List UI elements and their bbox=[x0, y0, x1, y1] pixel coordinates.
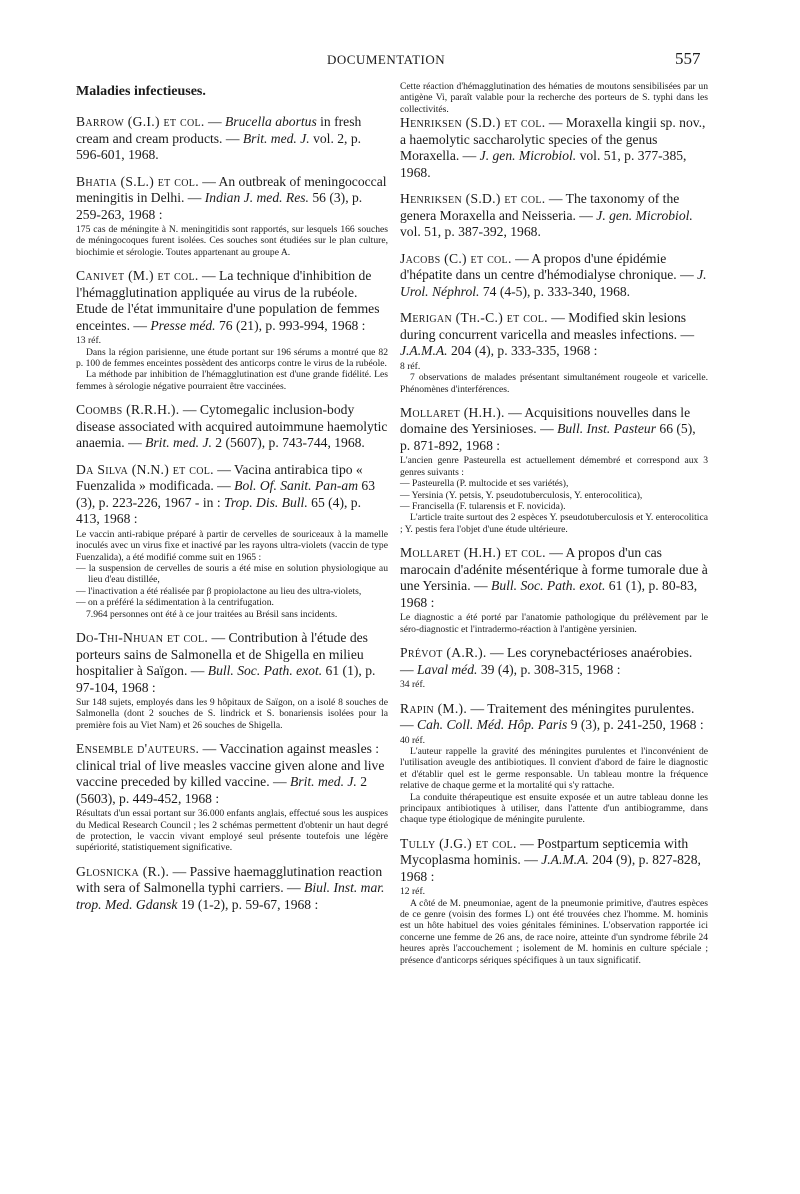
entry-abstract bbox=[76, 335, 388, 392]
bibliography-entry bbox=[76, 114, 388, 164]
citation bbox=[76, 402, 388, 452]
section-heading: Maladies infectieuses. bbox=[76, 84, 206, 99]
entry-author: Rapin (M.). bbox=[400, 700, 468, 716]
entry-reference: vol. 51, p. 377-385, 1968. bbox=[400, 148, 687, 180]
bibliography-entry bbox=[400, 405, 708, 535]
entry-journal: J.A.M.A. bbox=[541, 852, 589, 868]
abstract-paragraph: L'article traite surtout des 2 espèces Y. pseudotuberculosis et Y. enterocolitica ; Y. pestis fera l'objet d'une étude ultérieure. bbox=[400, 512, 708, 535]
entry-title: — La technique d'inhibition de l'hémagglutination appliquée au virus de la rubéole. Etude de l'état immunitaire d'une population de femmes enceintes. — bbox=[76, 268, 380, 333]
entry-author: Coombs (R.R.H.). bbox=[76, 402, 180, 418]
abstract-paragraph: L'ancien genre Pasteurella est actuellement démembré et correspond aux 3 genres suivants : bbox=[400, 455, 708, 478]
entry-reference-secondary: 65 (4), p. 413, 1968 : bbox=[76, 494, 361, 527]
entry-reference: 76 (21), p. 993-994, 1968 : bbox=[215, 317, 366, 333]
citation bbox=[76, 630, 388, 696]
abstract-paragraph: 13 réf. bbox=[76, 335, 102, 347]
citation bbox=[76, 174, 388, 224]
entry-journal: Brit. med. J. bbox=[242, 130, 310, 146]
entry-author: Do-Thi-Nhuan et col. bbox=[76, 630, 209, 645]
abstract-paragraph: — Pasteurella (P. multocide et ses variétés), bbox=[400, 478, 569, 490]
entry-reference: 2 (5603), p. 449-452, 1968 : bbox=[76, 774, 368, 806]
abstract-paragraph: 7 observations de malades présentant simultanément rougeole et varicelle. Phénomènes d'interférences. bbox=[400, 372, 708, 395]
entry-reference: 19 (1-2), p. 59-67, 1968 : bbox=[177, 896, 319, 912]
entry-abstract bbox=[400, 886, 708, 966]
entry-journal: Bol. Of. Sanit. Pan-am bbox=[234, 478, 359, 494]
citation bbox=[400, 836, 708, 886]
citation bbox=[400, 645, 708, 678]
abstract-paragraph: 40 réf. bbox=[400, 734, 426, 746]
entry-title-rest: in fresh cream and cream products. — bbox=[76, 114, 362, 146]
entry-reference: 66 (5), p. 871-892, 1968 : bbox=[400, 421, 696, 453]
entry-reference: 2 (5607), p. 743-744, 1968. bbox=[211, 435, 365, 451]
running-title: DOCUMENTATION bbox=[327, 52, 446, 67]
entry-reference: 204 (9), p. 827-828, 1968 : bbox=[400, 852, 701, 884]
abstract-paragraph: — Francisella (F. tularensis et F. novicida). bbox=[400, 501, 566, 513]
entry-author: Prévot (A.R.). bbox=[400, 645, 487, 661]
abstract-paragraph: Sur 148 sujets, employés dans les 9 hôpitaux de Saïgon, on a isolé 8 souches de Salmonella (dont 2 souches de S. lindrick et S. bonariensis isolées pour la première fois au Viet Nam) et 26 souches de Shigella. bbox=[76, 697, 388, 731]
note-paragraph: Cette réaction d'hémagglutination des hématies de moutons sensibilisées par un antigène Vi, paraît valable pour la recherche des porteurs de S. typhi dans les collectivités. bbox=[400, 81, 708, 115]
bibliography-entry bbox=[76, 402, 388, 452]
entry-reference: vol. 51, p. 387-392, 1968. bbox=[400, 224, 541, 240]
citation bbox=[76, 268, 388, 334]
entry-title: — An outbreak of meningococcal meningitis in Delhi. — bbox=[76, 173, 387, 205]
abstract-paragraph: 175 cas de méningite à N. meningitidis sont rapportés, sur lesquels 166 souches de méningocoques furent isolées. Ces souches sont étudiées sur le plan culture, biochimie et sérologie. Toutes appartenant au groupe A. bbox=[76, 224, 388, 258]
entry-reference: 39 (4), p. 308-315, 1968 : bbox=[477, 661, 621, 677]
bibliography-entry bbox=[400, 836, 708, 966]
entry-reference: 9 (3), p. 241-250, 1968 : bbox=[567, 717, 704, 732]
entry-abstract bbox=[76, 529, 388, 620]
bibliography-entry bbox=[400, 251, 708, 301]
entry-abstract bbox=[76, 224, 388, 258]
abstract-paragraph: 8 réf. bbox=[400, 360, 421, 372]
abstract-paragraph: — la suspension de cervelles de souris a été mise en solution physiologique au lieu d'eau distillée, bbox=[76, 562, 388, 586]
bibliography-entry bbox=[400, 701, 708, 826]
citation bbox=[76, 114, 388, 164]
bibliography-entry bbox=[76, 864, 388, 914]
entry-journal: J. Urol. Néphrol. bbox=[400, 267, 707, 299]
citation bbox=[400, 405, 708, 455]
citation bbox=[76, 864, 388, 914]
citation bbox=[400, 701, 708, 734]
citation bbox=[76, 462, 388, 528]
entry-abstract bbox=[400, 361, 708, 395]
entry-title: — Modified skin lesions during concurrent varicella and measles infections. — bbox=[400, 310, 695, 342]
bibliography-entry bbox=[76, 174, 388, 259]
entry-reference: 74 (4-5), p. 333-340, 1968. bbox=[479, 283, 631, 299]
abstract-paragraph: L'auteur rappelle la gravité des méningites purulentes et l'inconvénient de l'utilisation aveugle des antibiotiques. Il convient d'abord de faire le diagnostic et d'établir quel est le germe responsable. Un tableau montre la fréquence relative de chaque germe et la mortalité qui s'y rattache. bbox=[400, 745, 708, 792]
entry-abstract bbox=[400, 679, 708, 690]
abstract-paragraph: La conduite thérapeutique est ensuite exposée et un autre tableau donne les principaux antibiotiques à utiliser, dans l'attente d'un antibiogramme, dans chaque type étiologique de méningite purulente. bbox=[400, 791, 708, 826]
abstract-paragraph: 12 réf. bbox=[400, 886, 426, 898]
bibliography-entry bbox=[400, 645, 708, 690]
entry-reference: 61 (1), p. 80-83, 1968 : bbox=[400, 578, 698, 610]
entry-journal: Indian J. med. Res. bbox=[204, 190, 309, 205]
entry-journal: J. gen. Microbiol. bbox=[596, 207, 693, 223]
entry-reference: vol. 2, p. 596-601, 1968. bbox=[76, 130, 362, 162]
entry-journal: Bull. Soc. Path. exot. bbox=[207, 663, 323, 678]
citation bbox=[400, 115, 708, 181]
bibliography-entry bbox=[400, 115, 708, 181]
abstract-paragraph: Le vaccin anti-rabique préparé à partir de cervelles de souriceaux à la mamelle inoculés avec un virus fixe et inactivé par les rayons ultra-violets (vaccin de type Fuenzalida), a été modifié comme suit en 1965 : bbox=[76, 528, 388, 563]
entry-journal-secondary: Trop. Dis. Bull. bbox=[224, 494, 308, 510]
entry-reference: 61 (1), p. 97-104, 1968 : bbox=[76, 663, 376, 695]
abstract-paragraph: — l'inactivation a été réalisée par β propiolactone au lieu des ultra-violets, bbox=[76, 585, 362, 597]
entry-title: — A propos d'une épidémie d'hépatite dans un centre d'hémodialyse chronique. — bbox=[400, 250, 698, 283]
entry-journal: Bull. Inst. Pasteur bbox=[557, 421, 657, 437]
left-entries bbox=[76, 114, 388, 913]
entry-title: — Postpartum septicemia with Mycoplasma hominis. — bbox=[400, 835, 689, 868]
entry-author: Merigan (Th.-C.) et col. bbox=[400, 310, 548, 326]
left-column bbox=[76, 84, 388, 923]
entry-journal: Presse méd. bbox=[150, 317, 216, 333]
entry-title: — Vacina antirabica tipo « Fuenzalida » modificada. — bbox=[76, 461, 363, 494]
entry-title: — Contribution à l'étude des porteurs sains de Salmonella et de Shigella en milieu hospitalier à Saïgon. — bbox=[76, 630, 368, 678]
abstract-paragraph: Résultats d'un essai portant sur 36.000 enfants anglais, effectué sous les auspices du Medical Research Council ; les 2 schémas permettent d'obtenir un haut degré de protection, le vaccin vivant employé seul présente toutefois une légère supériorité, statistiquement significative. bbox=[76, 808, 388, 854]
entry-reference: 63 (3), p. 223-226, 1967 - in : bbox=[76, 478, 376, 510]
bibliography-entry bbox=[76, 268, 388, 392]
abstract-paragraph: Dans la région parisienne, une étude portant sur 196 sérums a montré que 82 p. 100 de femmes enceintes possèdent des anticorps contre le virus de la rubéole. bbox=[76, 346, 388, 370]
entry-author: Mollaret (H.H.) et col. bbox=[400, 545, 546, 561]
bibliography-entry bbox=[76, 462, 388, 620]
entry-journal: Bull. Soc. Path. exot. bbox=[491, 578, 606, 594]
entry-reference: 56 (3), p. 259-263, 1968 : bbox=[76, 190, 363, 222]
abstract-paragraph: 7.964 personnes ont été à ce jour traitées au Brésil sans incidents. bbox=[86, 608, 338, 620]
bibliography-entry bbox=[400, 191, 708, 241]
citation bbox=[400, 191, 708, 241]
bibliography-entry bbox=[76, 741, 388, 854]
continued-note bbox=[400, 81, 708, 115]
citation bbox=[400, 251, 708, 301]
entry-journal: Cah. Coll. Méd. Hôp. Paris bbox=[417, 717, 568, 732]
bibliography-entry bbox=[76, 630, 388, 731]
entry-title: — Traitement des méningites purulentes. — bbox=[400, 700, 695, 732]
entry-journal: Brit. med. J. bbox=[145, 435, 212, 451]
entry-author: Ensemble d'auteurs. bbox=[76, 741, 200, 757]
entry-journal: Brit. med. J. bbox=[290, 774, 357, 790]
entry-title: — Acquisitions nouvelles dans le domaine des Yersinioses. — bbox=[400, 404, 691, 437]
abstract-paragraph: Le diagnostic a été porté par l'anatomie pathologique du prélèvement par le séro-diagnostic et l'intradermo-réaction à l'antigène yersinien. bbox=[400, 612, 708, 635]
entry-title: — Cytomegalic inclusion-body disease associated with acquired autoimmune haemolytic anaemia. — bbox=[76, 402, 388, 451]
entry-title: — Passive haemagglutination reaction with sera of Salmonella typhi carriers. — bbox=[76, 863, 383, 896]
abstract-paragraph: 34 réf. bbox=[400, 679, 426, 691]
entry-author: Da Silva (N.N.) et col. bbox=[76, 461, 214, 477]
entry-title-italic: Brucella abortus bbox=[224, 114, 317, 129]
citation bbox=[76, 741, 388, 807]
entry-abstract bbox=[400, 612, 708, 635]
bibliography-entry bbox=[400, 545, 708, 635]
entry-reference: 204 (4), p. 333-335, 1968 : bbox=[447, 343, 598, 359]
citation bbox=[400, 545, 708, 611]
right-column bbox=[400, 80, 708, 976]
entry-abstract bbox=[76, 697, 388, 731]
entry-author: Henriksen (S.D.) et col. bbox=[400, 191, 546, 207]
entry-title: — Moraxella kingii sp. nov., a haemolytic saccharolytic species of the genus Moraxella. — bbox=[400, 115, 706, 164]
entry-author: Mollaret (H.H.). bbox=[400, 404, 505, 420]
citation bbox=[400, 310, 708, 360]
abstract-paragraph: — Yersinia (Y. petsis, Y. pseudotuberculosis, Y. enterocolitica), bbox=[400, 489, 643, 501]
entry-author: Glosnicka (R.). bbox=[76, 863, 170, 879]
entry-title: — Les corynebactérioses anaérobies. — bbox=[400, 645, 693, 677]
page-header bbox=[0, 50, 800, 72]
abstract-paragraph: A côté de M. pneumoniae, agent de la pneumonie primitive, d'autres espèces de ce genre (voisin des formes L) ont été trouvées chez l'homme. M. hominis est un hôte habituel des voies génitales féminines. L'observation rapportée ici concerne une femme de 26 ans, de race noire, atteinte d'un syndrome fébrile 24 heures après l'accouchement ; isolement de M. hominis en culture spéciale ; présence d'anticorps sériques spécifiques à un taux significatif. bbox=[400, 897, 708, 966]
entry-author: Jacobs (C.) et col. bbox=[400, 250, 512, 266]
entry-title: — A propos d'un cas marocain d'adénite mésentérique à forme tumorale due à une Yersinia. — bbox=[400, 545, 708, 594]
entry-author: Henriksen (S.D.) et col. bbox=[400, 115, 546, 131]
abstract-paragraph: La méthode par inhibition de l'hémagglutination est d'une grande fidélité. Les femmes à sérologie négative pourraient être vaccinées. bbox=[76, 369, 388, 392]
entry-title: — The taxonomy of the genera Moraxella and Neisseria. — bbox=[400, 191, 680, 223]
entry-abstract bbox=[400, 455, 708, 535]
bibliography-entry bbox=[400, 310, 708, 395]
entry-abstract bbox=[76, 808, 388, 854]
entry-journal: Biul. Inst. mar. trop. Med. Gdansk bbox=[76, 880, 385, 912]
entry-author: Bhatia (S.L.) et col. bbox=[76, 173, 199, 189]
right-entries bbox=[400, 115, 708, 966]
entry-author: Canivet (M.) et col. bbox=[76, 268, 199, 284]
page-number: 557 bbox=[675, 49, 701, 68]
entry-author: Tully (J.G.) et col. bbox=[400, 835, 517, 851]
entry-journal: J. gen. Microbiol. bbox=[479, 148, 577, 164]
entry-abstract bbox=[400, 735, 708, 826]
entry-title: — Vaccination against measles : clinical trial of live measles vaccine given alone and live vaccine preceded by killed vaccine. — bbox=[76, 741, 385, 790]
entry-journal: Laval méd. bbox=[417, 661, 478, 677]
entry-journal: J.A.M.A. bbox=[400, 343, 448, 359]
entry-title: — bbox=[204, 114, 225, 129]
abstract-paragraph: — on a préféré la sédimentation à la centrifugation. bbox=[76, 597, 274, 609]
entry-author: Barrow (G.I.) et col. bbox=[76, 114, 205, 129]
